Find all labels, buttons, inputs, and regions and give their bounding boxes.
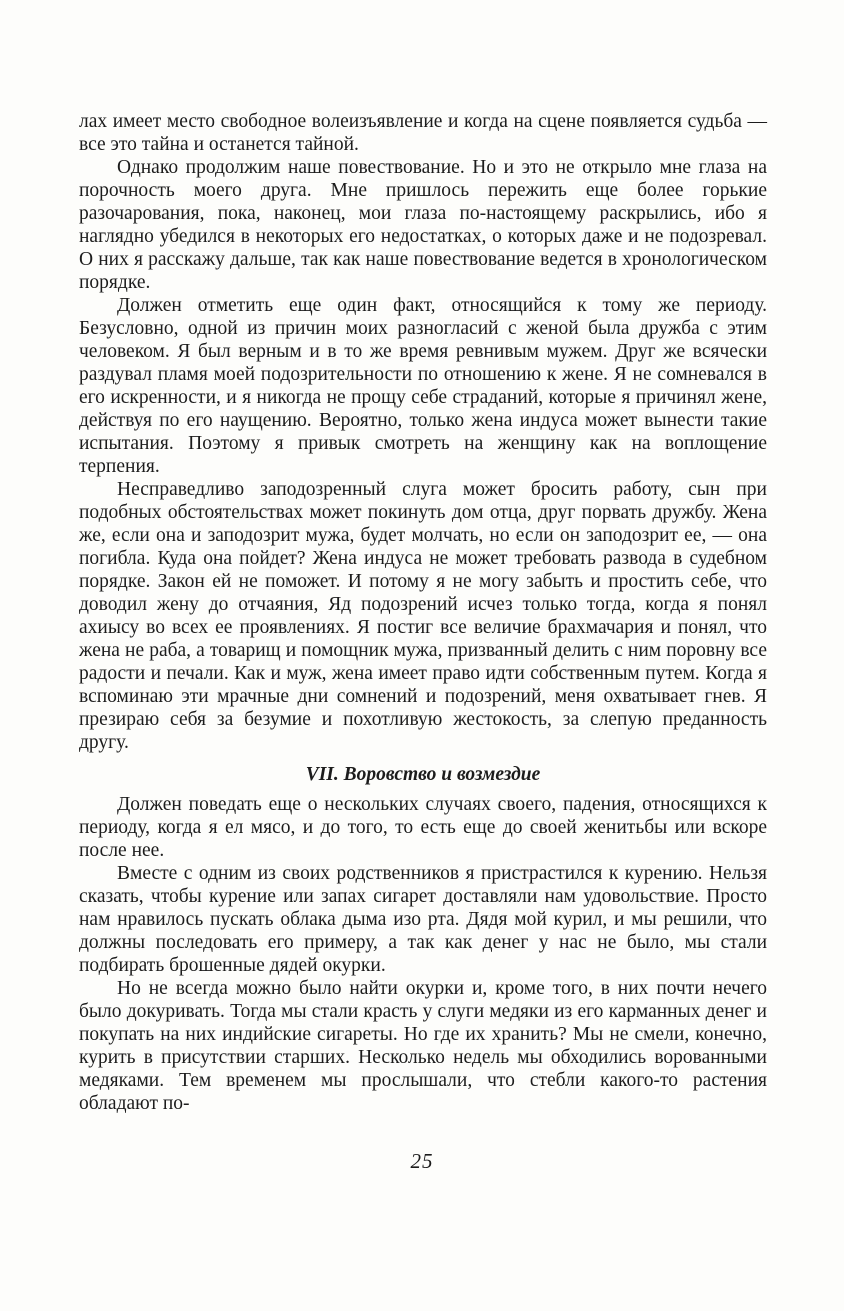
paragraph: Несправедливо заподозренный слуга может бросить работу, сын при подобных обстоятельствах может покинуть дом отца, друг порвать дружбу. Жена же, если она и заподозрит мужа, будет молчать, но если он заподозрит ее, — она погибла. Куда она пойдет? Жена индуса не может требовать развода в судебном порядке. Закон ей не поможет. И потому я не могу забыть и простить себе, что доводил жену до отчаяния, Яд подозрений исчез только тогда, когда я понял ахиысу во всех ее проявлениях. Я постиг все величие брахмачария и понял, что жена не раба, а товарищ и помощник мужа, призванный делить с ним поровну все радости и печали. Как и муж, жена имеет право идти собственным путем. Когда я вспоминаю эти мрачные дни сомнений и подозрений, меня охватывает гнев. Я презираю себя за безумие и похотливую жестокость, за слепую преданность другу. — [79, 479, 767, 753]
paragraph: Но не всегда можно было найти окурки и, кроме того, в них почти нечего было докуривать. Тогда мы стали красть у слуги медяки из его карманных денег и покупать на них индийские сигареты. Но где их хранить? Мы не смели, конечно, курить в присутствии старших. Несколько недель мы обходились ворованными медяками. Тем временем мы прослышали, что стебли какого-то растения обладают по- — [79, 978, 767, 1114]
text-block — [79, 110, 767, 1115]
paragraph: Должен отметить еще один факт, относящийся к тому же периоду. Безусловно, одной из причин моих разногласий с женой была дружба с этим человеком. Я был верным и в то же время ревнивым мужем. Друг же всячески раздувал пламя моей подозрительности по отношению к жене. Я не сомневался в его искренности, и я никогда не прощу себе страданий, которые я причинял жене, действуя по его наущению. Вероятно, только жена индуса может вынести такие испытания. Поэтому я привык смотреть на женщину как на воплощение терпения. — [79, 295, 767, 477]
chapter-heading: VII. Воровство и возмездие — [305, 764, 541, 785]
page-number: 25 — [410, 1149, 434, 1173]
paragraph: Вместе с одним из своих родственников я пристрастился к курению. Нельзя сказать, чтобы курение или запах сигарет доставляли нам удовольствие. Просто нам нравилось пускать облака дыма изо рта. Дядя мой курил, и мы решили, что должны последовать его примеру, а так как денег у нас не было, мы стали подбирать брошенные дядей окурки. — [79, 863, 767, 976]
paragraph: Однако продолжим наше повествование. Но и это не открыло мне глаза на порочность моего друга. Мне пришлось пережить еще более горькие разочарования, пока, наконец, мои глаза по-настоящему раскрылись, ибо я наглядно убедился в некоторых его недостатках, о которых даже и не подозревал. О них я расскажу дальше, так как наше повествование ведется в хронологическом порядке. — [79, 157, 767, 293]
paragraph: Должен поведать еще о нескольких случаях своего, падения, относящихся к периоду, когда я ел мясо, и до того, то есть еще до своей женитьбы или вскоре после нее. — [79, 794, 767, 861]
paragraph-continuation: лах имеет место свободное волеизъявление и когда на сцене появляется судьба — все это тайна и останется тайной. — [79, 111, 767, 155]
